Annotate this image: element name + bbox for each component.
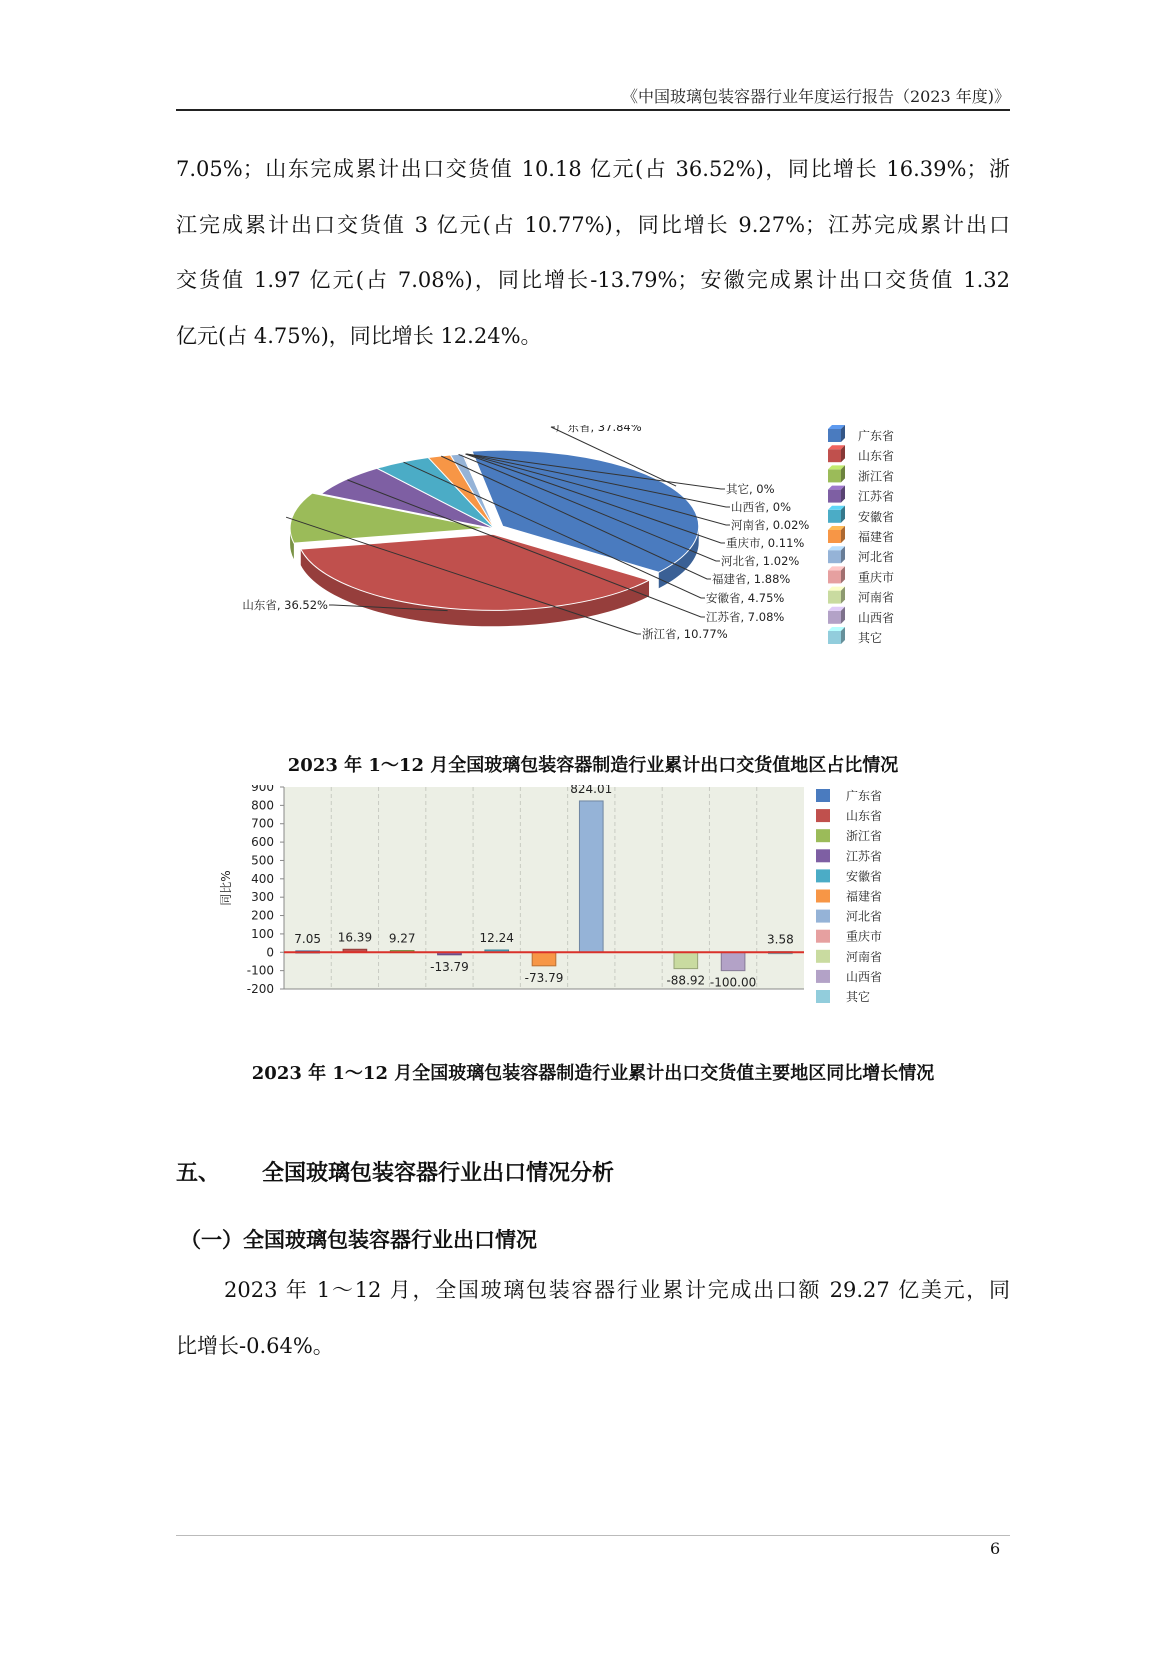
legend-label: 河北省 — [858, 550, 895, 565]
legend-label: 重庆市 — [846, 929, 883, 944]
legend-item — [828, 506, 894, 524]
legend-item — [816, 808, 882, 823]
legend-swatch — [828, 591, 841, 604]
legend-item — [828, 566, 894, 584]
legend-swatch — [828, 490, 841, 503]
legend-item — [816, 969, 882, 984]
y-tick-label: 800 — [251, 798, 274, 813]
bar-chart — [176, 785, 1010, 1047]
legend-swatch — [828, 631, 841, 644]
data-label: 16.39 — [337, 930, 373, 945]
intro-line: 亿元(占 4.75%)，同比增长 12.24%。 — [176, 323, 542, 348]
subsection-heading: （一）全国玻璃包装容器行业出口情况 — [180, 1227, 537, 1252]
pie-label: 山西省, 0% — [731, 500, 792, 514]
data-label: 9.27 — [388, 931, 416, 946]
y-tick-label: 0 — [266, 945, 274, 960]
page-number: 6 — [990, 1539, 1001, 1558]
y-tick-label: 700 — [251, 816, 274, 831]
legend-label: 浙江省 — [858, 469, 895, 484]
legend-swatch — [828, 611, 841, 624]
y-tick-label: 300 — [251, 890, 274, 905]
bar — [532, 952, 556, 966]
pie-label: 福建省, 1.88% — [712, 572, 791, 586]
legend-label: 安徽省 — [846, 869, 883, 884]
legend-swatch — [816, 869, 830, 882]
pie-chart — [176, 425, 1010, 695]
legend-label: 福建省 — [858, 530, 895, 544]
legend-label: 重庆市 — [858, 570, 895, 585]
pie-label: 江苏省, 7.08% — [706, 610, 785, 624]
bar — [674, 952, 698, 968]
legend-item — [816, 889, 882, 904]
legend-swatch — [816, 809, 830, 822]
legend-label: 山西省 — [858, 610, 895, 625]
legend-item — [828, 526, 894, 544]
data-label: -100.00 — [709, 975, 757, 990]
pie-label: 其它, 0% — [726, 482, 775, 496]
pie-chart-caption: 2023 年 1～12 月全国玻璃包装容器制造行业累计出口交货值地区占比情况 — [287, 755, 899, 776]
legend-label: 安徽省 — [858, 509, 895, 524]
legend-label: 广东省 — [858, 429, 895, 443]
legend-item — [828, 465, 894, 483]
bar-chart-caption: 2023 年 1～12 月全国玻璃包装容器制造行业累计出口交货值主要地区同比增长情况 — [251, 1063, 935, 1084]
legend-label: 山东省 — [846, 809, 883, 824]
legend-swatch — [816, 950, 830, 963]
data-label: -88.92 — [666, 973, 706, 988]
legend-swatch — [828, 449, 841, 462]
bar — [721, 952, 745, 970]
footer-rule — [176, 1535, 1010, 1536]
legend-swatch — [816, 990, 830, 1003]
legend-label: 广东省 — [846, 789, 883, 803]
legend-label: 山东省 — [858, 449, 895, 464]
section-number: 五、 — [176, 1160, 221, 1186]
legend-item — [828, 546, 894, 564]
legend-label: 河北省 — [846, 909, 883, 924]
legend-swatch — [816, 890, 830, 903]
intro-line: 江完成累计出口交货值 3 亿元(占 10.77%)，同比增长 9.27%；江苏完成累计出口 — [176, 212, 1010, 237]
header-rule — [176, 109, 1010, 111]
data-label: 3.58 — [767, 932, 794, 947]
legend-item — [828, 627, 882, 645]
intro-line: 交货值 1.97 亿元(占 7.08%)，同比增长-13.79%；安徽完成累计出口交货值 1.32 — [176, 268, 1010, 292]
legend-item — [816, 868, 882, 883]
closing-line: 比增长-0.64%。 — [176, 1333, 334, 1358]
pie-chart-canvas — [176, 425, 1010, 695]
pie-label: 河南省, 0.02% — [731, 518, 810, 532]
data-label: 824.01 — [570, 785, 613, 796]
legend-label: 福建省 — [846, 889, 883, 904]
legend-label: 浙江省 — [846, 829, 883, 844]
bar-chart-canvas — [176, 785, 1010, 1047]
legend-item — [816, 788, 882, 803]
y-tick-label: 200 — [251, 908, 274, 923]
y-axis-label: 同比% — [219, 870, 233, 906]
legend-label: 江苏省 — [858, 489, 895, 504]
legend-swatch — [816, 849, 830, 862]
y-tick-label: -200 — [246, 982, 274, 996]
legend-swatch — [828, 570, 841, 583]
legend-item — [816, 929, 882, 944]
data-label: -13.79 — [430, 959, 469, 974]
legend-item — [828, 587, 894, 605]
closing-paragraph — [176, 1263, 1010, 1374]
legend-swatch — [828, 550, 841, 563]
y-tick-label: 900 — [251, 785, 274, 794]
pie-label: 河北省, 1.02% — [721, 554, 800, 568]
section-heading — [176, 1156, 614, 1187]
legend-item — [828, 486, 894, 504]
legend-label: 江苏省 — [846, 849, 883, 864]
closing-line: 2023 年 1～12 月，全国玻璃包装容器行业累计完成出口额 29.27 亿美元，同 — [224, 1278, 1010, 1302]
legend-label: 河南省 — [846, 949, 883, 964]
y-tick-label: 600 — [251, 835, 274, 850]
legend-item — [816, 848, 882, 863]
data-label: 7.05 — [294, 931, 321, 946]
legend-swatch — [828, 530, 841, 543]
pie-label: 浙江省, 10.77% — [642, 627, 728, 641]
legend-item — [816, 989, 870, 1004]
legend-label: 其它 — [858, 631, 883, 645]
legend-swatch — [828, 510, 841, 523]
intro-line: 7.05%；山东完成累计出口交货值 10.18 亿元(占 36.52%)，同比增长 16.39%；浙 — [176, 157, 1010, 181]
legend-item — [816, 949, 882, 964]
legend-swatch — [816, 910, 830, 923]
legend-item — [828, 445, 894, 463]
legend-label: 其它 — [846, 990, 871, 1004]
data-label: 12.24 — [479, 931, 514, 946]
legend-swatch — [816, 930, 830, 943]
legend-swatch — [816, 970, 830, 983]
bar — [579, 801, 603, 952]
y-tick-label: 100 — [251, 926, 274, 941]
pie-label: 重庆市, 0.11% — [726, 536, 805, 550]
legend-item — [828, 425, 894, 443]
legend-item — [816, 909, 882, 924]
y-tick-label: -100 — [246, 963, 274, 978]
running-header: 《中国玻璃包装容器行业年度运行报告（2023 年度)》 — [621, 87, 1010, 106]
legend-item — [828, 607, 894, 625]
legend-swatch — [828, 429, 841, 442]
pie-label: 广东省, 37.84% — [556, 425, 642, 434]
legend-label: 河南省 — [858, 590, 895, 605]
pie-label: 山东省, 36.52% — [242, 598, 328, 612]
legend-item — [816, 828, 882, 843]
y-tick-label: 500 — [251, 853, 274, 868]
legend-swatch — [828, 469, 841, 482]
legend-label: 山西省 — [846, 969, 883, 984]
data-label: -73.79 — [524, 970, 564, 985]
pie-label: 安徽省, 4.75% — [706, 591, 785, 605]
intro-paragraph — [176, 142, 1010, 364]
legend-swatch — [816, 789, 830, 802]
y-tick-label: 400 — [251, 871, 274, 886]
legend-swatch — [816, 829, 830, 842]
section-title: 全国玻璃包装容器行业出口情况分析 — [262, 1160, 615, 1186]
